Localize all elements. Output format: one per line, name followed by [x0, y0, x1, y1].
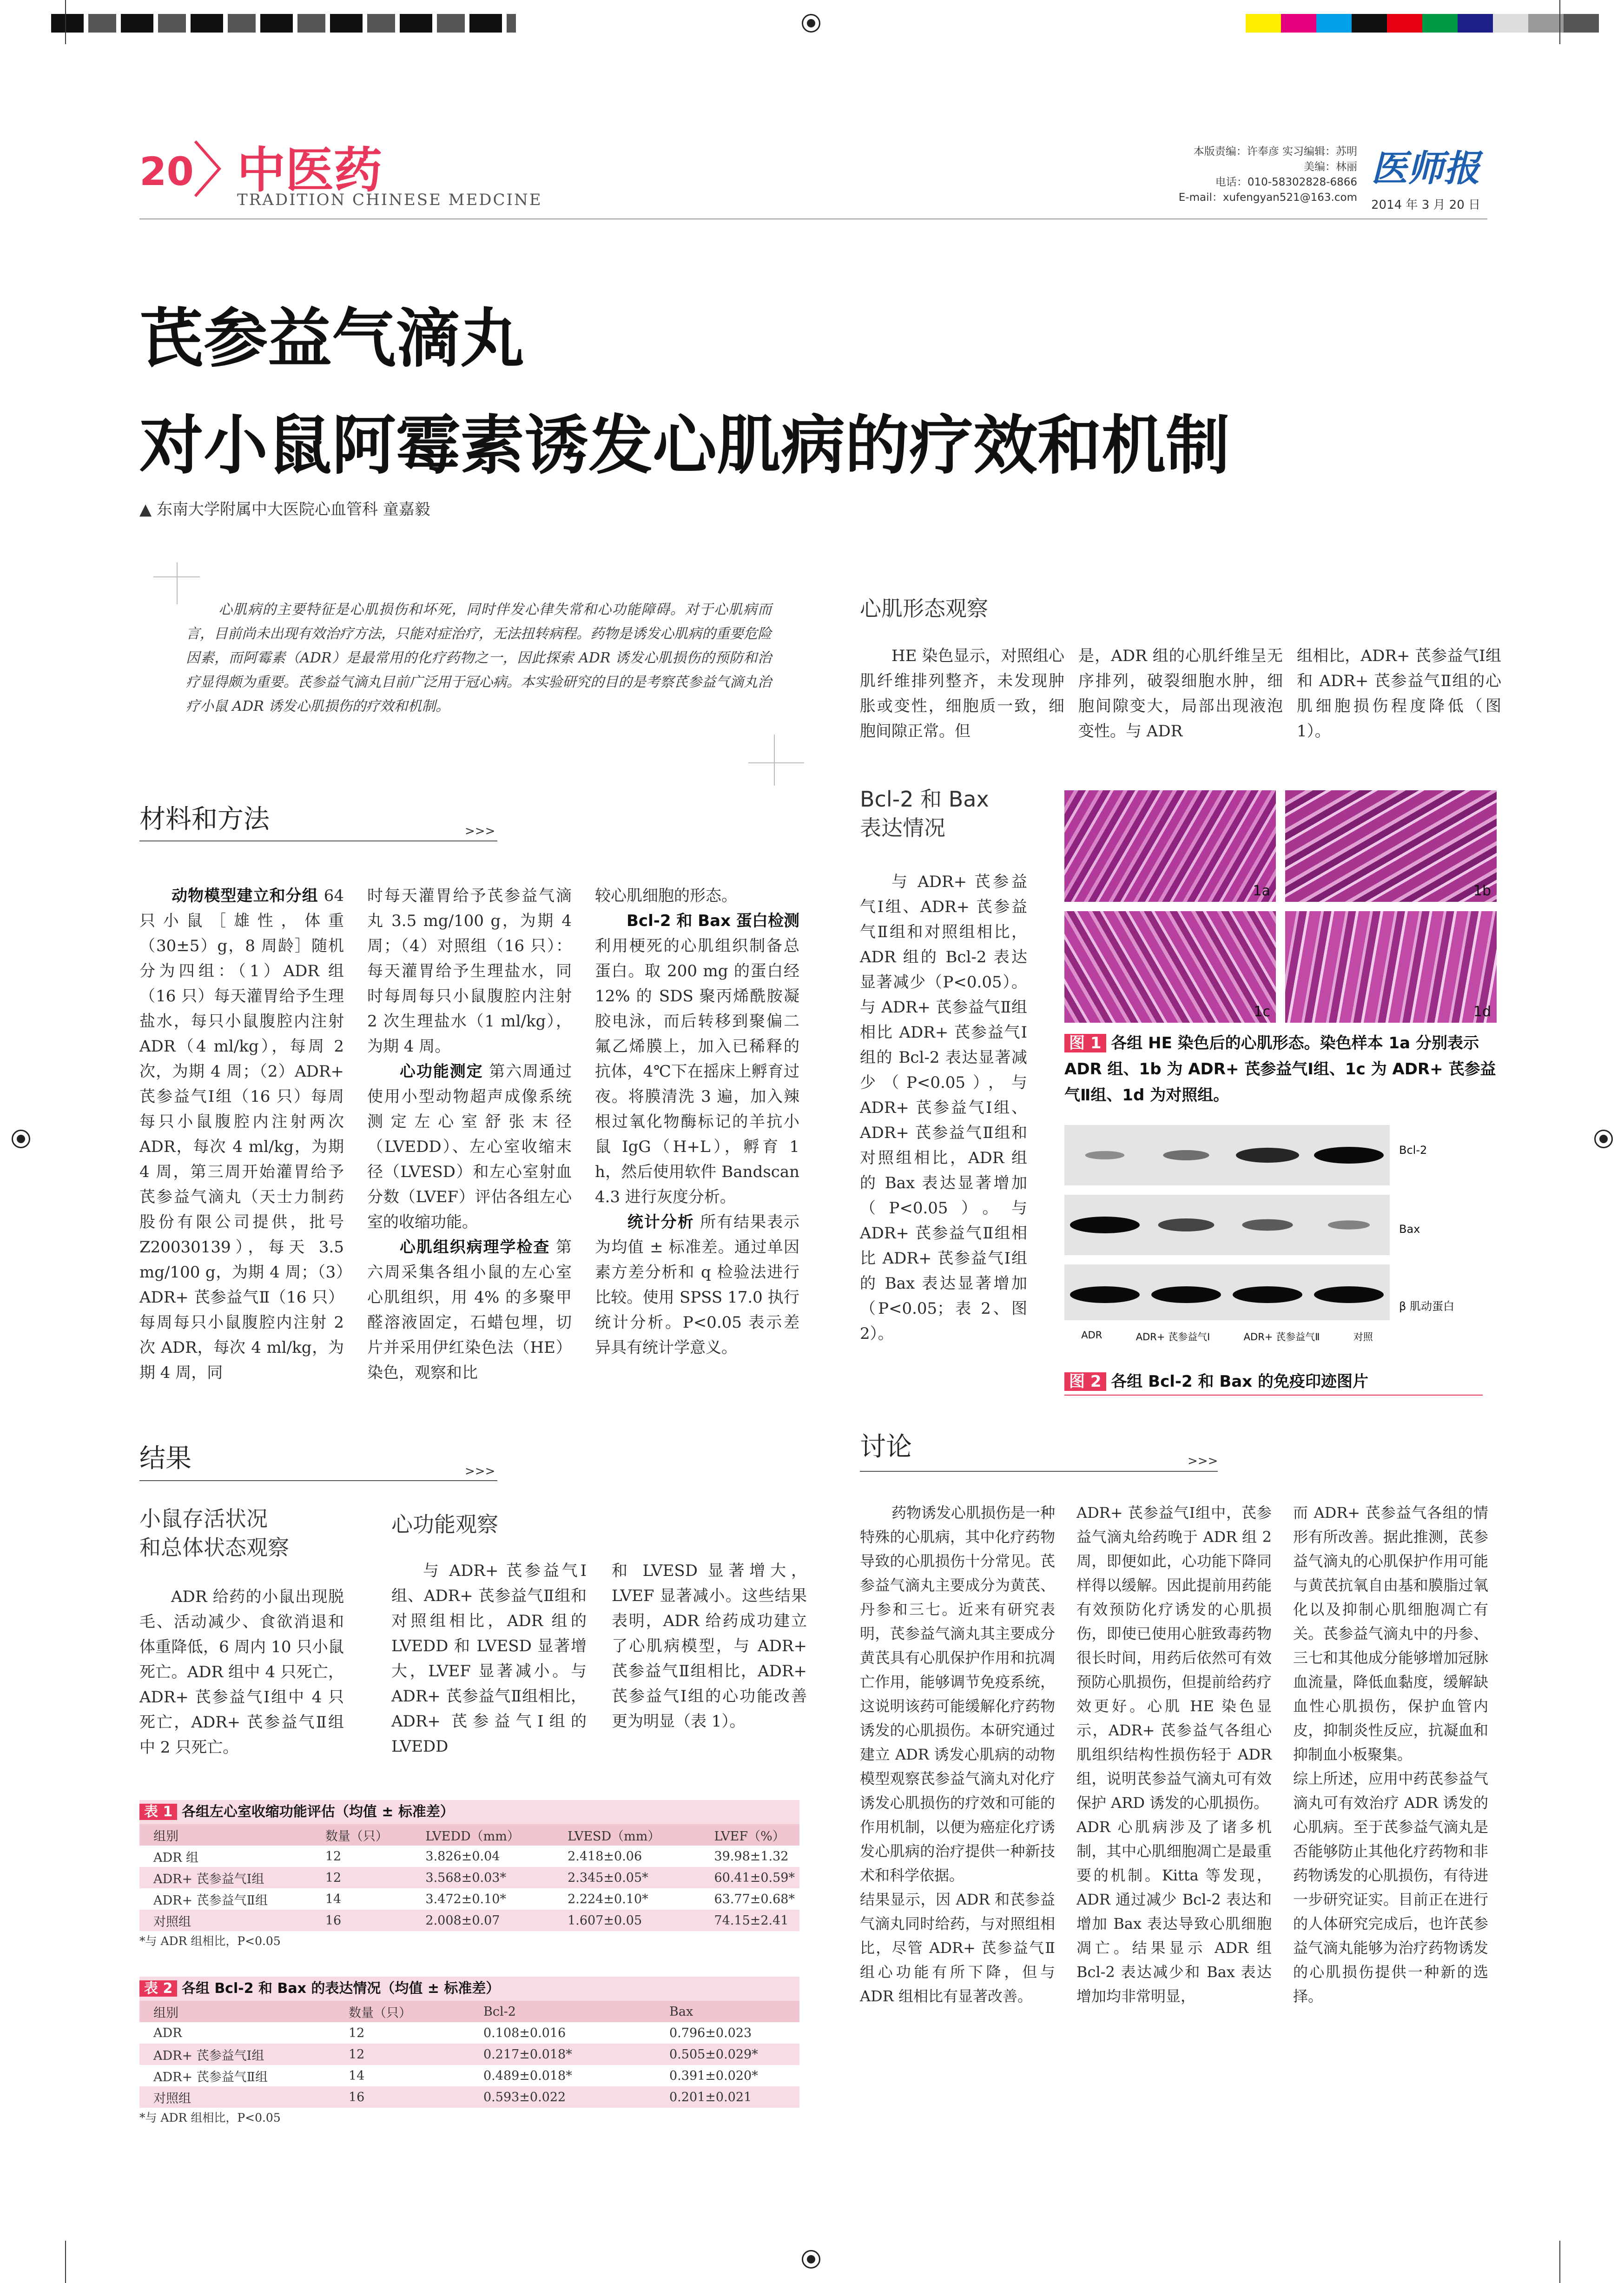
table-cell: 14	[349, 2068, 365, 2083]
table-row	[139, 1846, 799, 1867]
registration-mark-top	[802, 14, 820, 33]
more-indicator: >>>	[465, 1464, 495, 1478]
lane-label: ADR	[1081, 1330, 1102, 1341]
lane-label: ADR+ 芪参益气Ⅱ	[1243, 1331, 1320, 1343]
section-subtitle: TRADITION CHINESE MEDCINE	[237, 191, 542, 209]
crop-mark	[65, 2241, 66, 2283]
table-cell: 14	[325, 1892, 342, 1906]
paragraph: 所有结果表示为均值 ± 标准差。通过单因素方差分析和 q 检验法进行比较。使用 SPSS 17.0 执行统计分析。P<0.05 表示差异具有统计学意义。	[595, 1213, 800, 1357]
blot-band	[1151, 1286, 1221, 1303]
more-indicator: >>>	[465, 824, 495, 838]
data-table	[139, 2001, 799, 2108]
table-cell: 3.472±0.10*	[425, 1892, 506, 1906]
morphology-column-3: 组相比，ADR+ 芪参益气Ⅰ组和 ADR+ 芪参益气Ⅱ组的心肌细胞损伤程度降低（图 1）。	[1297, 647, 1501, 741]
heading-line: Bcl-2 和 Bax	[860, 787, 989, 812]
blot-band	[1233, 1286, 1302, 1303]
micrograph-1d	[1285, 911, 1497, 1023]
decorative-crosshair	[748, 762, 804, 763]
heading-line: 和总体状态观察	[139, 1535, 289, 1560]
table2	[139, 1977, 799, 2128]
section-heading-methods: 材料和方法	[139, 804, 270, 834]
table-cell: 0.489±0.018*	[483, 2068, 572, 2083]
table-cell: 3.826±0.04	[425, 1849, 500, 1864]
subheading: 心肌组织病理学检查	[399, 1238, 550, 1257]
caption-text: 各组 Bcl-2 和 Bax 的免疫印迹图片	[1111, 1372, 1368, 1391]
column-header: LVEF（%）	[709, 1824, 799, 1846]
figure-tag: 图 2	[1064, 1372, 1106, 1391]
lane-label: 对照	[1353, 1331, 1373, 1343]
table-cell: 0.201±0.021	[665, 2086, 799, 2108]
column-header: 数量（只）	[321, 1824, 421, 1846]
caption-text: 各组 HE 染色后的心肌形态。染色样本 1a 分别表示 ADR 组、1b 为 ADR+ 芪参益气Ⅰ组、1c 为 ADR+ 芪参益气Ⅱ组、1d 为对照组。	[1064, 1034, 1496, 1105]
table-row	[139, 1910, 799, 1931]
column-header: 数量（只）	[344, 2001, 479, 2022]
micrograph-1c	[1064, 911, 1276, 1023]
page-number: 20	[139, 149, 194, 194]
figure1-caption	[1064, 1030, 1497, 1108]
decorative-crosshair	[177, 562, 178, 604]
cardiac-column-1: 与 ADR+ 芪参益气Ⅰ组、ADR+ 芪参益气Ⅱ组和对照组相比，ADR 组的 LVEDD 和 LVESD 显著增大，LVEF 显著减小。与 ADR+ 芪参益气Ⅱ组相比，ADR+ 芪参益气Ⅰ组的 LVEDD	[391, 1562, 587, 1756]
table-cell: 63.77±0.68*	[714, 1892, 795, 1906]
heading-rule	[139, 840, 497, 841]
email-address: E-mail：xufengyan521@163.com	[1178, 192, 1357, 204]
panel-label: 1b	[1473, 883, 1491, 899]
data-table	[139, 1824, 799, 1931]
table-cell: 12	[325, 1849, 342, 1864]
blot-band	[1085, 1151, 1125, 1159]
bcl-paragraph: 与 ADR+ 芪参益气Ⅰ组、ADR+ 芪参益气Ⅱ组和对照组相比，ADR 组的 Bcl-2 表达显著减少（P<0.05）。与 ADR+ 芪参益气Ⅱ组相比 ADR+ 芪参益气Ⅰ组的 Bcl-2 表达显著减少（P<0.05），与 ADR+ 芪参益气Ⅰ组、ADR+ 芪参益气Ⅱ组和对照组相比，ADR 组的 Bax 表达显著增加（P<0.05）。与 ADR+ 芪参益气Ⅱ组相比 ADR+ 芪参益气Ⅰ组的 Bax 表达显著增加（P<0.05；表 2、图 2）。	[860, 873, 1027, 1343]
abstract: 心肌病的主要特征是心肌损伤和坏死，同时伴发心律失常和心功能障碍。对于心肌病而言，目前尚未出现有效治疗方法，只能对症治疗，无法扭转病程。药物是诱发心肌病的重要危险因素，而阿霉素（ADR）是最常用的化疗药物之一，因此探索 ADR 诱发心肌损伤的预防和治疗显得颇为重要。芪参益气滴丸目前广泛用于冠心病。本实验研究的目的是考察芪参益气滴丸治疗小鼠 ADR 诱发心肌损伤的疗效和机制。	[186, 602, 772, 715]
methods-column-2	[367, 883, 572, 1385]
heading-rule	[860, 1471, 1218, 1472]
blot-band	[1158, 1218, 1215, 1231]
decorative-crosshair	[774, 735, 775, 786]
registration-mark-bottom	[802, 2250, 820, 2269]
table-footnote: *与 ADR 组相比，P<0.05	[139, 1934, 281, 1948]
table-header-row	[139, 1824, 799, 1846]
figure-tag: 图 1	[1064, 1034, 1106, 1052]
table-cell: 0.217±0.018*	[479, 2044, 665, 2065]
table-cell: ADR+ 芪参益气Ⅰ组	[139, 2044, 344, 2065]
blot-band	[1070, 1286, 1140, 1303]
table-cell: 0.593±0.022	[479, 2086, 665, 2108]
subheading: 动物模型建立和分组	[171, 887, 318, 905]
subheading: Bcl-2 和 Bax 蛋白检测	[627, 912, 799, 930]
table-cell: 1.607±0.05	[563, 1910, 709, 1931]
table-row	[139, 2044, 799, 2065]
discussion-column-2: ADR+ 芪参益气Ⅰ组中，芪参益气滴丸给药晚于 ADR 组 2 周，即便如此，心功能下降同样得以缓解。因此提前用药能有效预防化疗诱发的心肌损伤，即使已使用心脏致毒药物很长时间，用药后依然可有效预防心肌损伤，但提前给药疗效更好。心肌 HE 染色显示，ADR+ 芪参益气各组心肌组织结构性损伤轻于 ADR 组，说明芪参益气滴丸可有效保护 ARD 诱发的心肌损伤。 ADR 心肌病涉及了诸多机制，其中心肌细胞凋亡是最重要的机制。Kitta 等发现，ADR 通过减少 Bcl-2 表达和增加 Bax 表达导致心肌细胞凋亡。结果显示 ADR 组 Bcl-2 表达减少和 Bax 表达增加均非常明显，	[1076, 1504, 1272, 2005]
subheading: 心功能测定	[399, 1062, 483, 1081]
survival-paragraph: ADR 给药的小鼠出现脱毛、活动减少、食欲消退和体重降低，6 周内 10 只小鼠死亡。ADR 组中 4 只死亡，ADR+ 芪参益气Ⅰ组中 4 只死亡，ADR+ 芪参益气Ⅱ组中 2 只死亡。	[139, 1588, 344, 1757]
newspaper-logo: 医师报	[1371, 147, 1480, 190]
discussion-column-3: 而 ADR+ 芪参益气各组的情形有所改善。据此推测，芪参益气滴丸的心肌保护作用可能与黄芪抗氧自由基和膜脂过氧化以及抑制心肌细胞凋亡有关。芪参益气滴丸中的丹参、三七和其他成分能够增加冠脉血流量，降低血黏度，缓解缺血性心肌损伤，保护血管内皮，抑制炎性反应，抗凝血和抑制血小板聚集。 综上所述，应用中药芪参益气滴丸可有效治疗 ADR 诱发的心肌病。至于芪参益气滴丸是否能够防止其他化疗药物和非药物诱发的心肌损伤，有待进一步研究证实。目前正在进行的人体研究完成后，也许芪参益气滴丸能够为治疗药物诱发的心肌损伤提供一种新的选择。	[1293, 1504, 1488, 2005]
crop-mark	[1559, 2241, 1560, 2283]
table-cell: 对照组	[139, 1910, 321, 1931]
heading-rule	[139, 1480, 497, 1481]
table-cell: 2.224±0.10*	[568, 1892, 648, 1906]
section-heading-discussion: 讨论	[860, 1432, 912, 1462]
registration-mark-left	[12, 1130, 30, 1148]
credits-line: 美编：林丽	[1304, 161, 1357, 173]
registration-bar-left	[51, 14, 516, 33]
heading-line: 表达情况	[860, 815, 945, 840]
author-line: ▲ 东南大学附属中大医院心血管科 童嘉毅	[139, 500, 430, 519]
heading-line: 小鼠存活状况	[139, 1506, 268, 1531]
discussion-column-1: 药物诱发心肌损伤是一种特殊的心肌病，其中化疗药物导致的心肌损伤十分常见。芪参益气滴丸主要成分为黄芪、丹参和三七。近来有研究表明，芪参益气滴丸其主要成分黄芪具有心肌保护作用和抗凋亡作用，能够调节免疫系统，这说明该药可能缓解化疗药物诱发的心肌损伤。本研究通过建立 ADR 诱发心肌病的动物模型观察芪参益气滴丸对化疗诱发心肌损伤的疗效和可能的作用机制，以便为癌症化疗诱发心肌病的治疗提供一种新技术和科学依据。 结果显示，因 ADR 和芪参益气滴丸同时给药，与对照组相比，尽管 ADR+ 芪参益气Ⅱ组心功能有所下降，但与 ADR 组相比有显著改善。	[860, 1504, 1056, 2005]
table-cell: 0.391±0.020*	[669, 2068, 758, 2083]
column-header: 组别	[139, 1824, 321, 1846]
table-cell: ADR 组	[153, 1850, 199, 1865]
column-header: LVEDD（mm）	[421, 1824, 563, 1846]
table-cell: 16	[321, 1910, 421, 1931]
paragraph: 时每天灌胃给予芪参益气滴丸 3.5 mg/100 g，为期 4 周；（4）对照组（16 只）：每天灌胃给予生理盐水，同时每周每只小鼠腹腔内注射 2 次生理盐水（1 ml/kg），为期 4 周。	[367, 887, 572, 1056]
table-footnote: *与 ADR 组相比，P<0.05	[139, 2111, 281, 2124]
subsection-heading-bcl	[860, 785, 989, 842]
table-cell: 对照组	[139, 2086, 344, 2108]
blot-band	[1242, 1219, 1293, 1231]
table-cell: 12	[349, 2025, 365, 2040]
column-header: 组别	[139, 2001, 344, 2022]
issue-date: 2014 年 3 月 20 日	[1371, 198, 1481, 212]
color-calibration-bar	[1246, 14, 1599, 33]
paragraph: 利用梗死的心肌组织制备总蛋白。取 200 mg 的蛋白经 12% 的 SDS 聚丙烯酰胺凝胶电泳，而后转移到聚偏二氟乙烯膜上，加入已稀释的抗体，4℃下在摇床上孵育过夜。将膜清洗 3 遍，加入辣根过氧化物酶标记的羊抗小鼠 IgG（H+L），孵育 1 h，然后使用软件 Bandscan 4.3 进行灰度分析。	[595, 937, 799, 1206]
credits-line: 本版责编：许奉彦 实习编辑：苏明	[1193, 146, 1357, 158]
blot-band	[1070, 1217, 1140, 1233]
figure2-caption	[1064, 1369, 1483, 1396]
table-row	[139, 1867, 799, 1888]
panel-label: 1d	[1473, 1004, 1491, 1020]
table-cell: 12	[344, 2044, 479, 2065]
table-header-row	[139, 2001, 799, 2022]
table-cell: 2.345±0.05*	[563, 1867, 709, 1888]
micrograph-1b	[1285, 790, 1497, 902]
table1	[139, 1800, 799, 1952]
blot-band	[1236, 1148, 1299, 1163]
morphology-column-1: HE 染色显示，对照组心肌纤维排列整齐，未发现肿胀或变性，细胞质一致，细胞间隙正常。但	[860, 647, 1064, 741]
blot-row-label: Bax	[1399, 1223, 1420, 1236]
section-title: 中医药	[237, 142, 383, 199]
lane-label: ADR+ 芪参益气Ⅰ	[1135, 1331, 1210, 1343]
table-row	[139, 2065, 799, 2086]
figure2-blot	[1064, 1125, 1492, 1348]
crop-mark	[1559, 0, 1560, 44]
methods-column-3	[595, 883, 799, 1360]
table-cell: 0.108±0.016	[483, 2025, 566, 2040]
header-rule	[139, 218, 1487, 219]
panel-label: 1a	[1253, 883, 1270, 899]
blot-lane-labels	[1064, 1330, 1390, 1343]
table-cell: 0.505±0.029*	[665, 2044, 799, 2065]
table-row	[139, 2022, 799, 2044]
panel-label: 1c	[1254, 1004, 1270, 1020]
table-cell: 2.418±0.06	[568, 1849, 642, 1864]
micrograph-1a	[1064, 790, 1276, 902]
more-indicator: >>>	[1188, 1454, 1218, 1468]
registration-mark-right	[1594, 1130, 1613, 1148]
paragraph: 第六周采集各组小鼠的左心室心肌组织，用 4% 的多聚甲醛溶液固定，石蜡包埋，切片并采用伊红染色法（HE）染色，观察和比	[367, 1238, 572, 1382]
table-cell: 3.568±0.03*	[421, 1867, 563, 1888]
table-cell: 39.98±1.32	[714, 1849, 789, 1864]
paragraph: 第六周通过使用小型动物超声成像系统测定左心室舒张末径（LVEDD）、左心室收缩末径（LVESD）和左心室射血分数（LVEF）评估各组左心室的收缩功能。	[367, 1062, 572, 1231]
table-cell: 12	[321, 1867, 421, 1888]
figure1-panels	[1064, 790, 1497, 1023]
table-cell: ADR+ 芪参益气Ⅰ组	[139, 1867, 321, 1888]
blot-row-label: Bcl-2	[1399, 1144, 1427, 1157]
chevron-right-icon	[191, 139, 224, 199]
phone-number: 电话：010-58302828-6866	[1215, 176, 1357, 188]
table-tag: 表 2	[139, 1980, 177, 1997]
cardiac-column-2: 和 LVESD 显著增大，LVEF 显著减小。这些结果表明，ADR 给药成功建立了心肌病模型，与 ADR+ 芪参益气Ⅱ组相比，ADR+ 芪参益气Ⅰ组的心功能改善更为明显（表 1）。	[612, 1562, 807, 1731]
table-cell: 74.15±2.41	[709, 1910, 799, 1931]
table-tag: 表 1	[139, 1804, 177, 1820]
table-cell: 16	[344, 2086, 479, 2108]
table-title: 各组左心室收缩功能评估（均值 ± 标准差）	[181, 1804, 454, 1820]
table-row	[139, 2086, 799, 2108]
blot-row-label: β 肌动蛋白	[1399, 1300, 1454, 1313]
morphology-column-2: 是，ADR 组的心肌纤维呈无序排列，破裂细胞水肿，细胞间隙变大，局部出现液泡变性。与 ADR	[1078, 647, 1283, 741]
article-title-line1: 芪参益气滴丸	[139, 300, 525, 376]
blot-band	[1314, 1286, 1384, 1303]
subsection-heading-cardiac: 心功能观察	[391, 1512, 498, 1537]
crop-mark	[65, 0, 66, 44]
paragraph: 64 只小鼠［雄性，体重（30±5）g，8 周龄］随机分为四组：（1）ADR 组（16 只）每天灌胃给予生理盐水，每只小鼠腹腔内注射 ADR（4 ml/kg），每周 2 次，为期 4 周；（2）ADR+ 芪参益气Ⅰ组（16 只）每周每只小鼠腹腔内注射两次 ADR，每次 4 ml/kg，为期 4 周，第三周开始灌胃给予芪参益气滴丸（天士力制药股份有限公司提供，批号 Z20030139），每天 3.5 mg/100 g，为期 4 周；（3）ADR+ 芪参益气Ⅱ（16 只）每周每只小鼠腹腔内注射 2 次 ADR，每次 4 ml/kg，为期 4 周，同	[139, 887, 344, 1382]
western-blot	[1064, 1125, 1390, 1320]
column-header: Bcl-2	[479, 2001, 665, 2022]
table-cell: ADR	[153, 2025, 182, 2040]
blot-band	[1328, 1220, 1370, 1230]
column-header: Bax	[665, 2001, 799, 2022]
table-title: 各组 Bcl-2 和 Bax 的表达情况（均值 ± 标准差）	[181, 1980, 500, 1997]
table-cell: 2.008±0.07	[421, 1910, 563, 1931]
editor-credits	[1116, 144, 1357, 205]
column-header: LVESD（mm）	[563, 1824, 709, 1846]
article-title-line2: 对小鼠阿霉素诱发心肌病的疗效和机制	[139, 407, 1230, 483]
blot-band	[1314, 1147, 1384, 1164]
table-cell: ADR+ 芪参益气Ⅱ组	[153, 1893, 268, 1908]
subheading: 统计分析	[627, 1213, 694, 1231]
subsection-heading-morphology: 心肌形态观察	[860, 596, 988, 621]
blot-band	[1163, 1150, 1209, 1160]
table-cell: 60.41±0.59*	[709, 1867, 799, 1888]
section-heading-results: 结果	[139, 1443, 191, 1474]
paragraph: 较心肌细胞的形态。	[595, 887, 737, 905]
table-cell: 0.796±0.023	[669, 2025, 752, 2040]
table-row	[139, 1888, 799, 1910]
subsection-heading-survival	[139, 1504, 289, 1562]
table-cell: ADR+ 芪参益气Ⅱ组	[153, 2070, 268, 2084]
methods-column-1	[139, 883, 344, 1385]
